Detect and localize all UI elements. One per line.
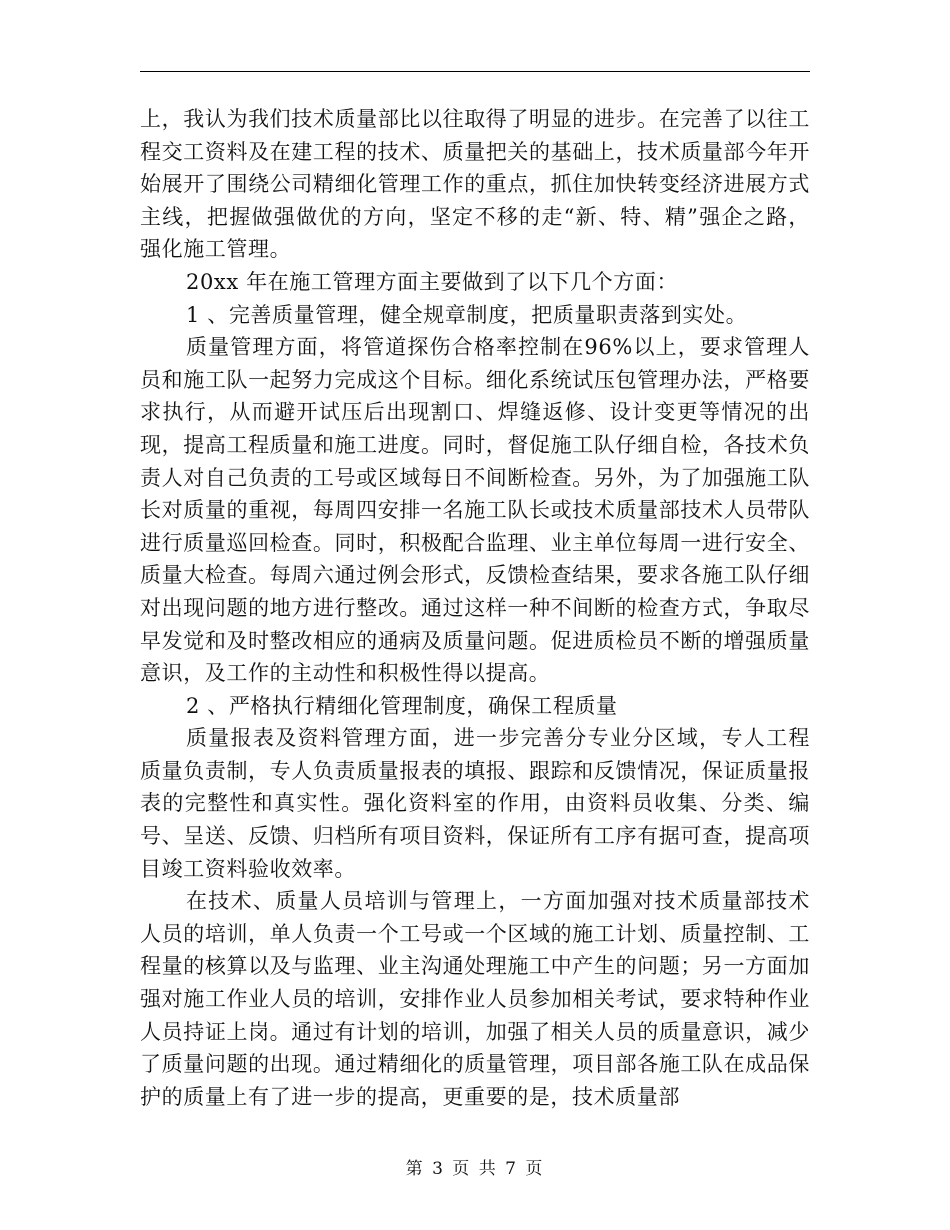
paragraph-5: 在技术、质量人员培训与管理上，一方面加强对技术质量部技术人员的培训，单人负责一个工号或一个区域的施工计划、质量控制、工程量的核算以及与监理、业主沟通处理施工中产生的问题；另一方面加强对施工作业人员的培训，安排作业人员参加相关考试，要求特种作业人员持证上岗。通过有计划的培训，加强了相关人员的质量意识，减少了质量问题的出现。通过精细化的质量管理，项目部各施工队在成品保护的质量上有了进一步的提高，更重要的是，技术质量部 [140, 889, 810, 1109]
header-rule [140, 71, 810, 72]
section-heading-2: 2 、严格执行精细化管理制度，确保工程质量 [186, 693, 618, 718]
paragraph-1: 上，我认为我们技术质量部比以往取得了明显的进步。在完善了以往工程交工资料及在建工程的技术、质量把关的基础上，技术质量部今年开始展开了围绕公司精细化管理工作的重点，抓住加快转变经济进展方式主线，把握做强做优的方向，坚定不移的走“新、特、精”强企之路，强化施工管理。 [140, 107, 810, 262]
section-heading-1: 1 、完善质量管理，健全规章制度，把质量职责落到实处。 [186, 302, 748, 327]
page-number-footer: 第 3 页 共 7 页 [405, 1159, 545, 1179]
paragraph-2: 20xx 年在施工管理方面主要做到了以下几个方面： [186, 269, 679, 294]
paragraph-3: 质量管理方面，将管道探伤合格率控制在96%以上，要求管理人员和施工队一起努力完成这个目标。细化系统试压包管理办法，严格要求执行，从而避开试压后出现割口、焊缝返修、设计变更等情况的出现，提高工程质量和施工进度。同时，督促施工队仔细自检，各技术负责人对自己负责的工号或区域每日不间断检查。另外，为了加强施工队长对质量的重视，每周四安排一名施工队长或技术质量部技术人员带队进行质量巡回检查。同时，积极配合监理、业主单位每周一进行安全、质量大检查。每周六通过例会形式，反馈检查结果，要求各施工队仔细对出现问题的地方进行整改。通过这样一种不间断的检查方式，争取尽早发觉和及时整改相应的通病及质量问题。促进质检员不断的增强质量意识，及工作的主动性和积极性得以提高。 [140, 335, 810, 686]
body-text [140, 103, 810, 1113]
paragraph-4: 质量报表及资料管理方面，进一步完善分专业分区域，专人工程质量负责制，专人负责质量报表的填报、跟踪和反馈情况，保证质量报表的完整性和真实性。强化资料室的作用，由资料员收集、分类、编号、呈送、反馈、归档所有项目资料，保证所有工序有据可查，提高项目竣工资料验收效率。 [140, 726, 810, 881]
